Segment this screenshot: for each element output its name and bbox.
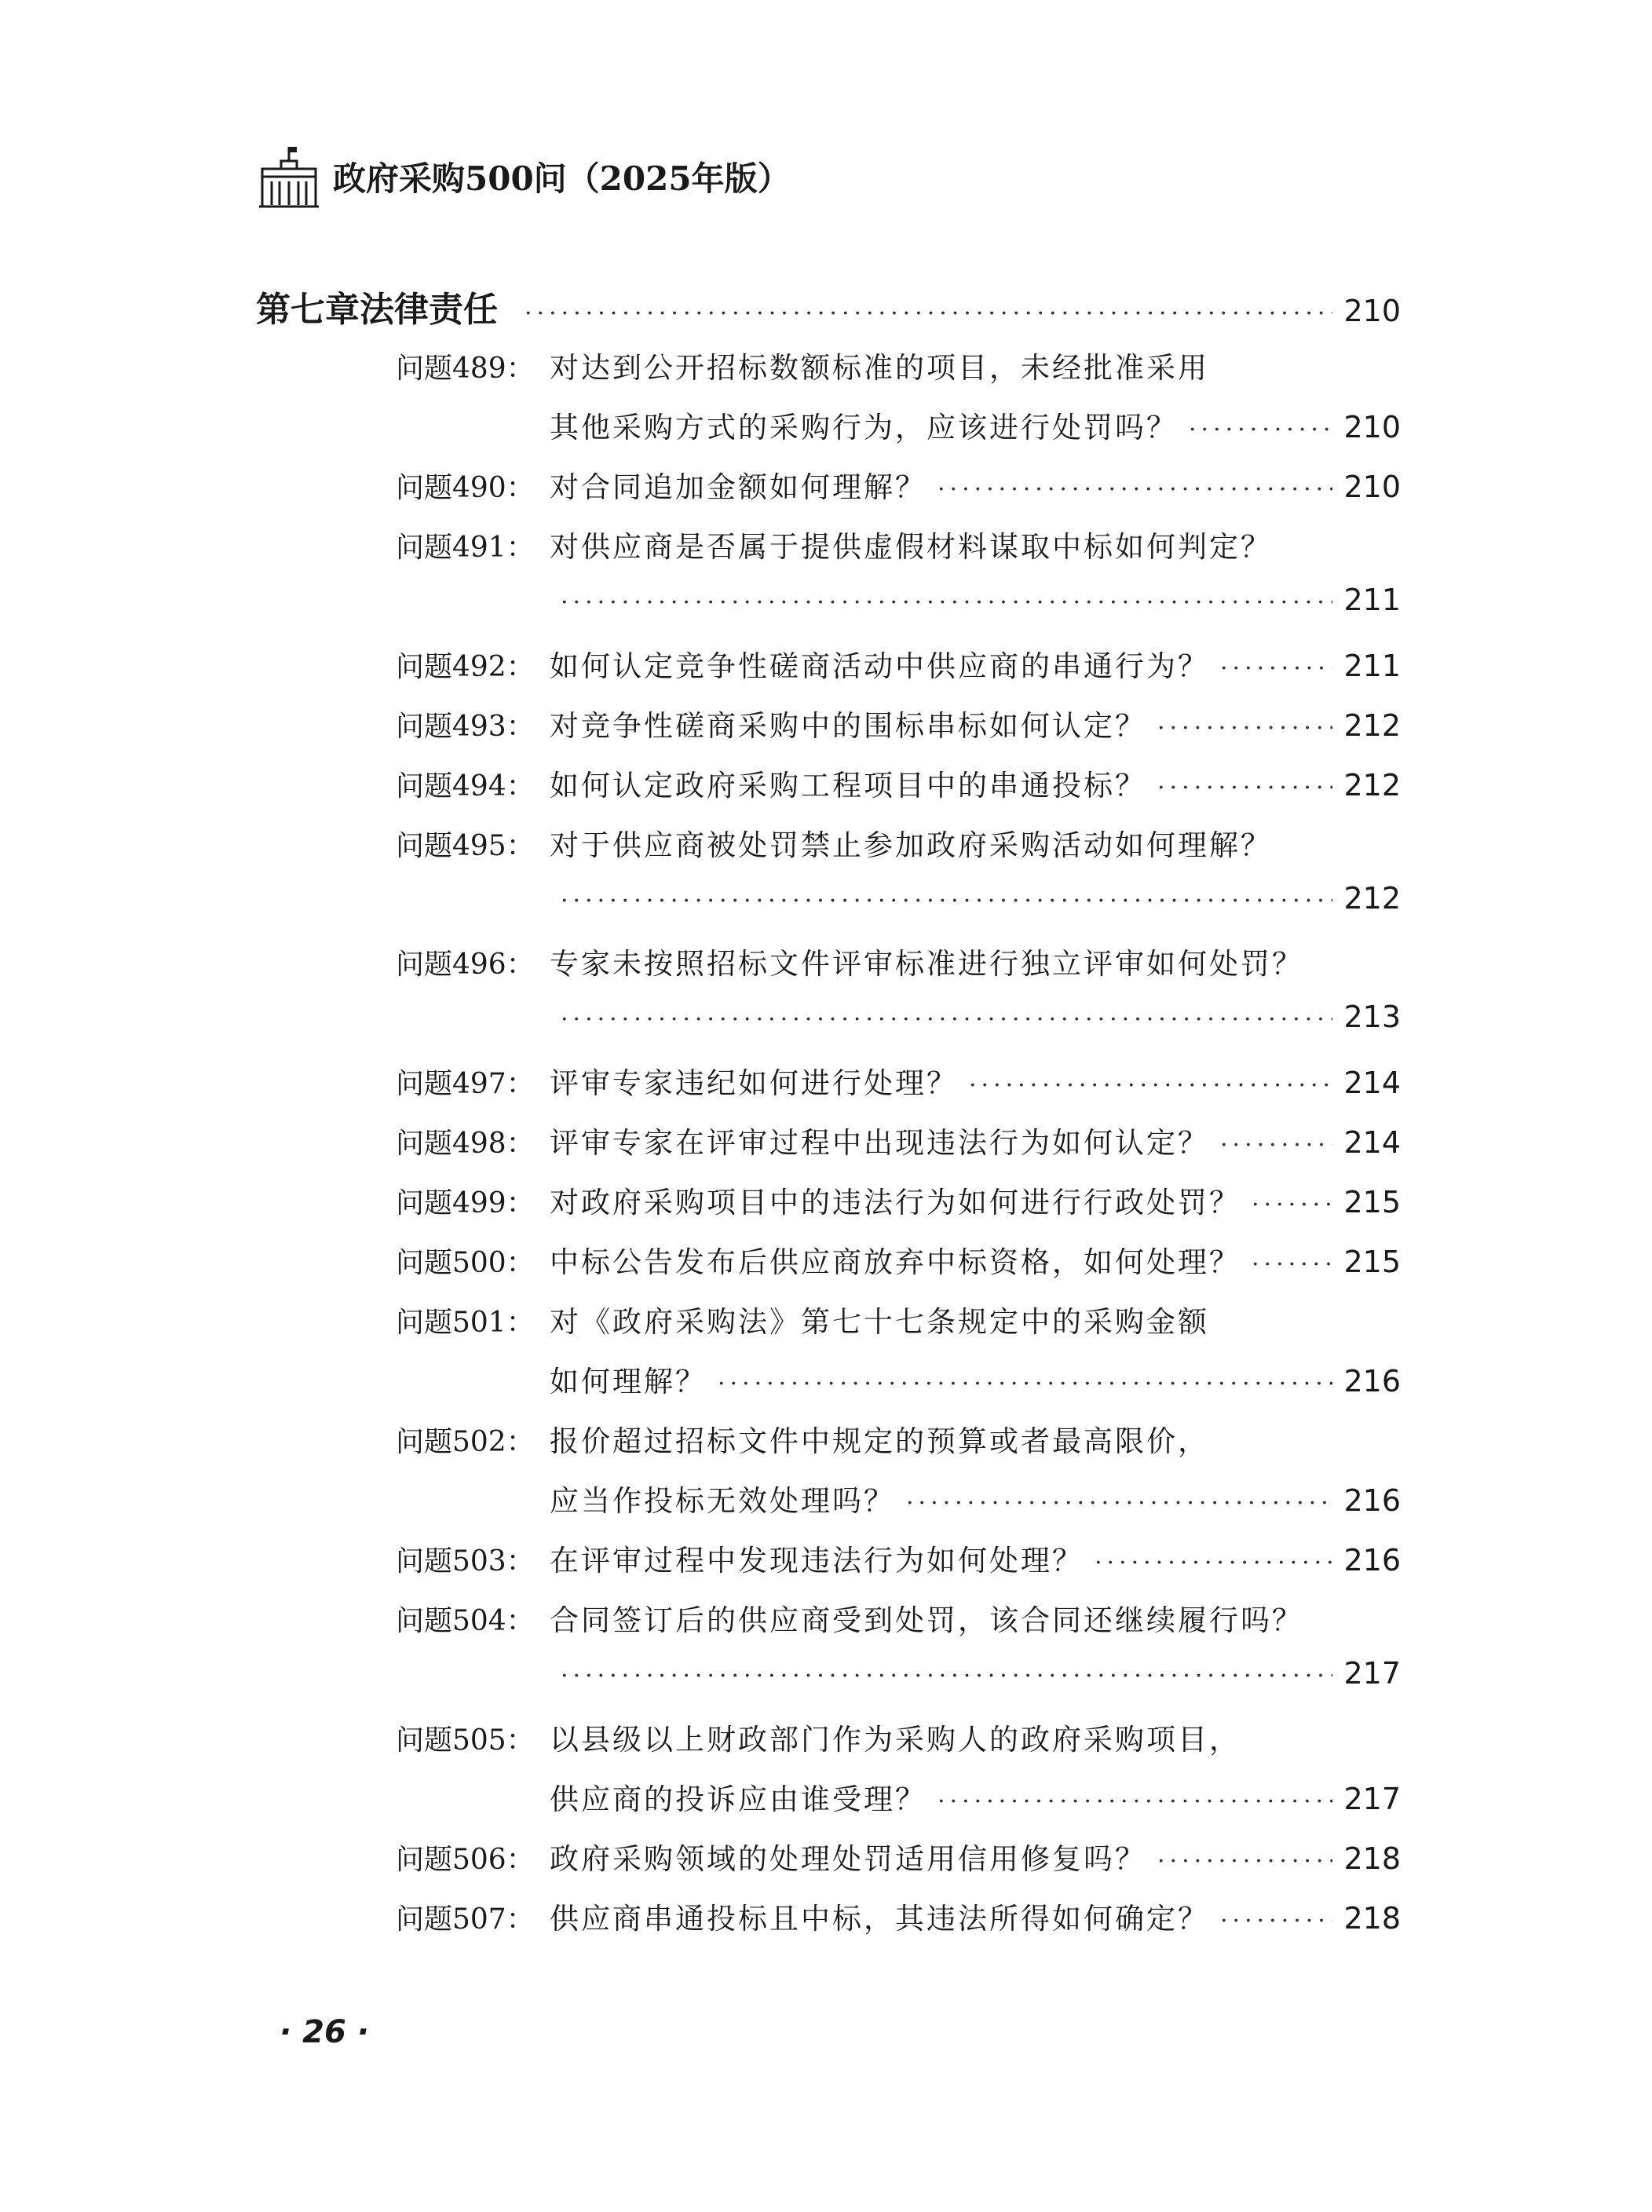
toc-entry[interactable] [396, 1179, 1401, 1226]
question-label: 问题490： [396, 472, 535, 504]
question-label: 问题505： [396, 1724, 535, 1757]
toc-entry[interactable] [396, 1417, 1401, 1464]
dot-leader [718, 1370, 1332, 1398]
question-text: 对供应商是否属于提供虚假材料谋取中标如何判定？ [550, 530, 1272, 564]
question-text: 中标公告发布后供应商放弃中标资格，如何处理？ [550, 1245, 1241, 1279]
page-number: 217 [1343, 1656, 1401, 1691]
page-number: 218 [1343, 1841, 1401, 1876]
question-label: 问题499： [396, 1187, 535, 1219]
question-text: 对《政府采购法》第七十七条规定中的采购金额 [550, 1305, 1209, 1339]
toc-entry-continuation[interactable] [550, 404, 1401, 451]
question-text: 评审专家在评审过程中出现违法行为如何认定？ [550, 1126, 1209, 1160]
dot-leader [1157, 715, 1332, 742]
question-label: 问题501： [396, 1307, 535, 1339]
page-number: 217 [1343, 1782, 1401, 1816]
toc-entry[interactable] [396, 1596, 1401, 1643]
question-text: 对于供应商被处罚禁止参加政府采购活动如何理解？ [550, 828, 1272, 862]
page-footer-number: · 26 · [280, 2014, 369, 2050]
question-label: 问题506： [396, 1844, 535, 1876]
dot-leader [906, 1490, 1332, 1517]
question-label: 问题495： [396, 830, 535, 862]
page-number: 211 [1343, 583, 1401, 617]
question-text: 如何认定政府采购工程项目中的串通投标？ [550, 769, 1146, 803]
toc-entry[interactable] [396, 1537, 1401, 1584]
question-label: 问题489： [396, 353, 535, 385]
dot-leader [561, 1662, 1332, 1690]
question-text: 如何理解？ [550, 1365, 707, 1398]
question-text: 如何认定竞争性磋商活动中供应商的串通行为？ [550, 649, 1209, 683]
page-number: 211 [1343, 649, 1401, 683]
toc-entry[interactable] [396, 1895, 1401, 1942]
page-number: 213 [1343, 1000, 1401, 1034]
toc-entry[interactable] [396, 1059, 1401, 1106]
question-text: 其他采购方式的采购行为，应该进行处罚吗？ [550, 411, 1178, 444]
toc-entry[interactable] [396, 1835, 1401, 1882]
question-text: 合同签订后的供应商受到处罚，该合同还继续履行吗？ [550, 1603, 1303, 1637]
question-label: 问题498： [396, 1128, 535, 1160]
question-label: 问题504： [396, 1605, 535, 1637]
question-text: 对达到公开招标数额标准的项目，未经批准采用 [550, 351, 1209, 385]
question-text: 专家未按照招标文件评审标准进行独立评审如何处罚？ [550, 947, 1303, 981]
dot-leader [1095, 1549, 1332, 1577]
book-title: 政府采购500问（2025年版） [333, 159, 791, 198]
toc-entry[interactable] [396, 344, 1401, 391]
toc-entry-continuation[interactable] [550, 1000, 1401, 1047]
page-number: 215 [1343, 1185, 1401, 1219]
dot-leader [561, 887, 1332, 915]
question-label: 问题507： [396, 1903, 535, 1936]
dot-leader [561, 1006, 1332, 1033]
question-text: 对竞争性磋商采购中的围标串标如何认定？ [550, 709, 1146, 743]
page-number: 212 [1343, 881, 1401, 916]
question-label: 问题500： [396, 1247, 535, 1279]
question-label: 问题492： [396, 651, 535, 683]
dot-leader [1189, 416, 1332, 444]
toc-entry-continuation[interactable] [550, 1775, 1401, 1823]
toc-entry[interactable] [396, 1298, 1401, 1345]
page-number: 214 [1343, 1125, 1401, 1160]
page-number: 210 [1343, 410, 1401, 444]
toc-entry[interactable] [396, 821, 1401, 868]
dot-leader [969, 1072, 1332, 1099]
dot-leader [1220, 1907, 1332, 1935]
page-number: 216 [1343, 1364, 1401, 1398]
toc-entry[interactable] [396, 1119, 1401, 1166]
toc-entry-continuation[interactable] [550, 1656, 1401, 1703]
dot-leader [1252, 1251, 1332, 1278]
toc-entry[interactable] [396, 1716, 1401, 1763]
page-number: 214 [1343, 1066, 1401, 1100]
question-text: 评审专家违纪如何进行处理？ [550, 1066, 958, 1100]
page-number: 210 [1343, 294, 1401, 328]
dot-leader [1252, 1191, 1332, 1219]
question-text: 对合同追加金额如何理解？ [550, 470, 927, 504]
question-label: 问题497： [396, 1068, 535, 1100]
question-text: 应当作投标无效处理吗？ [550, 1484, 895, 1518]
toc-entry[interactable] [396, 642, 1401, 689]
question-text: 以县级以上财政部门作为采购人的政府采购项目， [550, 1723, 1241, 1757]
question-text: 对政府采购项目中的违法行为如何进行行政处罚？ [550, 1186, 1241, 1219]
dot-leader [1157, 1848, 1332, 1875]
page-number: 212 [1343, 768, 1401, 803]
dot-leader [937, 476, 1332, 503]
toc-entry[interactable] [396, 523, 1401, 570]
dot-leader [937, 1788, 1332, 1815]
page-number: 218 [1343, 1901, 1401, 1936]
dot-leader [524, 300, 1332, 327]
question-text: 在评审过程中发现违法行为如何处理？ [550, 1544, 1084, 1578]
toc-entry-continuation[interactable] [550, 1477, 1401, 1524]
toc-entry-continuation[interactable] [550, 1358, 1401, 1405]
question-label: 问题496： [396, 949, 535, 981]
question-label: 问题493： [396, 711, 535, 743]
page-number: 216 [1343, 1543, 1401, 1578]
question-text: 报价超过招标文件中规定的预算或者最高限价， [550, 1424, 1209, 1458]
dot-leader [1220, 655, 1332, 682]
question-text: 供应商串通投标且中标，其违法所得如何确定？ [550, 1902, 1209, 1936]
toc-entry[interactable] [396, 702, 1401, 749]
question-label: 问题503： [396, 1545, 535, 1578]
page-number: 216 [1343, 1483, 1401, 1518]
question-label: 问题494： [396, 770, 535, 803]
chapter-title: 法律责任 [360, 290, 498, 330]
page-number: 212 [1343, 708, 1401, 743]
toc-entry[interactable] [396, 940, 1401, 987]
toc-entry[interactable] [396, 463, 1401, 510]
toc-entry[interactable] [396, 1238, 1401, 1285]
question-text: 政府采购领域的处理处罚适用信用修复吗？ [550, 1842, 1146, 1876]
toc-chapter-entry[interactable] [256, 281, 1401, 331]
question-label: 问题502： [396, 1426, 535, 1458]
chapter-label: 第七章 [256, 290, 360, 330]
dot-leader [1220, 1132, 1332, 1159]
page-number: 215 [1343, 1245, 1401, 1279]
toc-entry-continuation[interactable] [550, 583, 1401, 630]
question-text: 供应商的投诉应由谁受理？ [550, 1782, 927, 1816]
dot-leader [1157, 774, 1332, 802]
page-number: 210 [1343, 470, 1401, 504]
toc-entry-continuation[interactable] [550, 881, 1401, 928]
dot-leader [561, 589, 1332, 616]
toc-entry[interactable] [396, 762, 1401, 809]
question-label: 问题491： [396, 532, 535, 564]
